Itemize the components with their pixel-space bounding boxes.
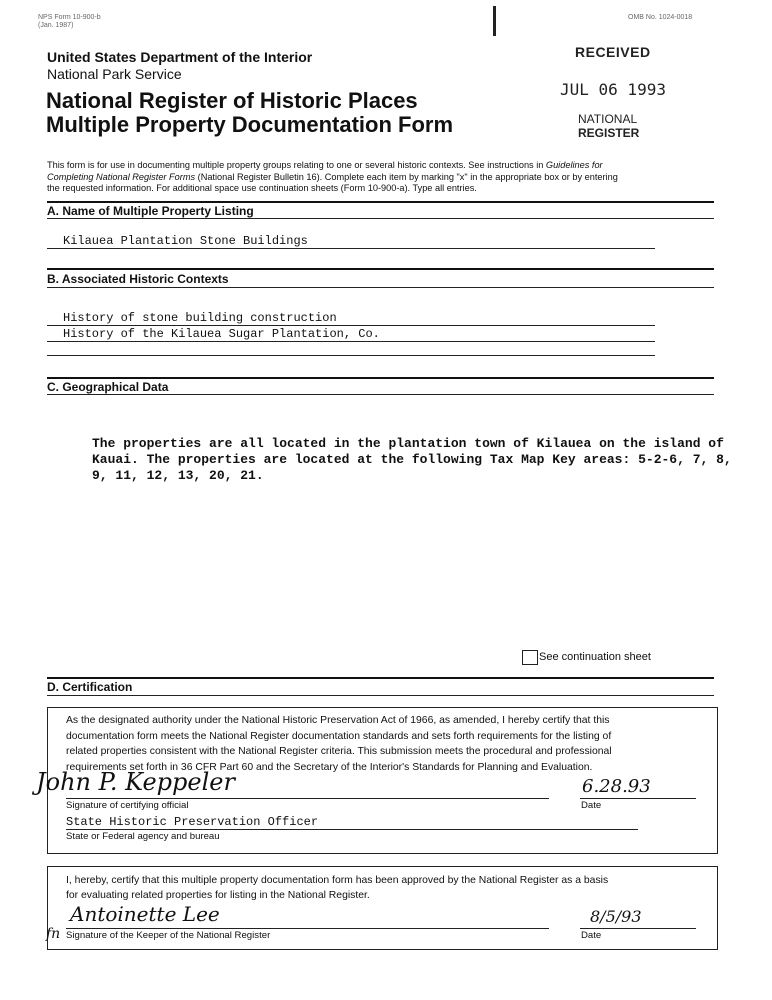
- instructions: [47, 160, 737, 195]
- omb-number: OMB No. 1024-0018: [628, 14, 693, 21]
- agency-line: [66, 829, 638, 830]
- historic-context-1: History of stone building construction: [63, 311, 337, 325]
- instructions-line-1: This form is for use in documenting multiple property groups relating to one or several historic contexts. See instructions in Guidelines for: [47, 160, 603, 170]
- signature-line: [66, 798, 549, 799]
- date-line: [580, 798, 696, 799]
- keeper-date-value: 8/5/93: [590, 907, 642, 926]
- form-number-line-2: (Jan. 1987): [38, 22, 74, 29]
- section-b-rule: [47, 287, 714, 288]
- section-b-rule-top: [47, 268, 714, 270]
- department-block: [47, 49, 312, 83]
- geo-line-1: The properties are all located in the plantation town of Kilauea on the island of: [92, 436, 724, 451]
- stamp-register: REGISTER: [578, 126, 640, 140]
- form-title-line-2: Multiple Property Documentation Form: [46, 112, 454, 137]
- cert-line-1: As the designated authority under the National Historic Preservation Act of 1966, as amended, I hereby certify that this: [66, 715, 610, 726]
- keeper-signature: Antoinette Lee: [70, 902, 220, 926]
- department-name: United States Department of the Interior: [47, 49, 313, 65]
- instructions-line-2: Completing National Register Forms (National Register Bulletin 16). Complete each item by marking "x" in the appropriate box or by entering: [47, 171, 618, 182]
- geo-line-2: Kauai. The properties are located at the following Tax Map Key areas: 5-2-6, 7, 8,: [92, 452, 732, 467]
- keeper-signature-label: Signature of the Keeper of the National Register: [66, 930, 271, 941]
- section-c-heading: C. Geographical Data: [47, 380, 169, 394]
- agency-value: State Historic Preservation Officer: [66, 815, 319, 829]
- received-stamp: RECEIVED: [575, 44, 651, 60]
- signature-label: Signature of certifying official: [66, 800, 189, 811]
- geo-line-3: 9, 11, 12, 13, 20, 21.: [92, 468, 264, 483]
- keeper-date-line: [580, 928, 696, 929]
- certification-statement: [66, 713, 716, 775]
- section-b-heading: B. Associated Historic Contexts: [47, 272, 229, 286]
- keeper-line-1: I, hereby, certify that this multiple property documentation form has been approved by the National Register as a basis: [66, 875, 609, 886]
- stamp-national: NATIONAL: [578, 112, 638, 126]
- keeper-prefix: fn: [46, 926, 61, 942]
- keeper-date-label: Date: [581, 930, 602, 941]
- agency-label: State or Federal agency and bureau: [66, 831, 220, 842]
- form-number-line-1: NPS Form 10-900-b: [38, 14, 101, 21]
- section-a-rule-top: [47, 201, 714, 203]
- continuation-checkbox[interactable]: [522, 650, 538, 665]
- geographical-data-text: [92, 436, 732, 484]
- form-title: [46, 89, 453, 137]
- punch-mark: [493, 6, 496, 36]
- section-d-heading: D. Certification: [47, 680, 133, 694]
- date-label: Date: [581, 800, 602, 811]
- received-date-stamp: JUL 06 1993: [560, 80, 666, 99]
- section-d-rule: [47, 695, 714, 696]
- certification-date-value: 6.28.93: [582, 776, 651, 797]
- keeper-signature-line: [66, 928, 549, 929]
- cert-line-3: related properties consistent with the National Register criteria. This submission meets the procedural and professional: [66, 746, 612, 757]
- form-title-line-1: National Register of Historic Places: [46, 88, 418, 113]
- section-c-rule-top: [47, 377, 714, 379]
- historic-context-2: History of the Kilauea Sugar Plantation, Co.: [63, 327, 380, 341]
- section-a-heading: A. Name of Multiple Property Listing: [47, 204, 254, 218]
- section-a-answer-line: [47, 248, 655, 249]
- property-listing-name: Kilauea Plantation Stone Buildings: [63, 234, 308, 248]
- instructions-line-3: the requested information. For additional space use continuation sheets (Form 10-900-a). Type all entries.: [47, 183, 477, 193]
- keeper-line-2: for evaluating related properties for listing in the National Register.: [66, 890, 370, 901]
- form-number: [38, 14, 101, 30]
- section-b-line-1: [47, 325, 655, 326]
- keeper-statement: [66, 873, 716, 903]
- section-b-line-3: [47, 355, 655, 356]
- service-name: National Park Service: [47, 66, 182, 82]
- section-d-rule-top: [47, 677, 714, 679]
- certifying-signature: John P. Keppeler: [36, 768, 235, 796]
- cert-line-2: documentation form meets the National Register documentation standards and sets forth requirements for the listing of: [66, 730, 612, 742]
- section-c-rule: [47, 394, 714, 395]
- section-a-rule: [47, 218, 714, 219]
- cert-line-4: requirements set forth in 36 CFR Part 60 and the Secretary of the Interior's Standards for Planning and Evaluation.: [66, 761, 593, 773]
- continuation-label: See continuation sheet: [539, 651, 651, 663]
- section-b-line-2: [47, 341, 655, 342]
